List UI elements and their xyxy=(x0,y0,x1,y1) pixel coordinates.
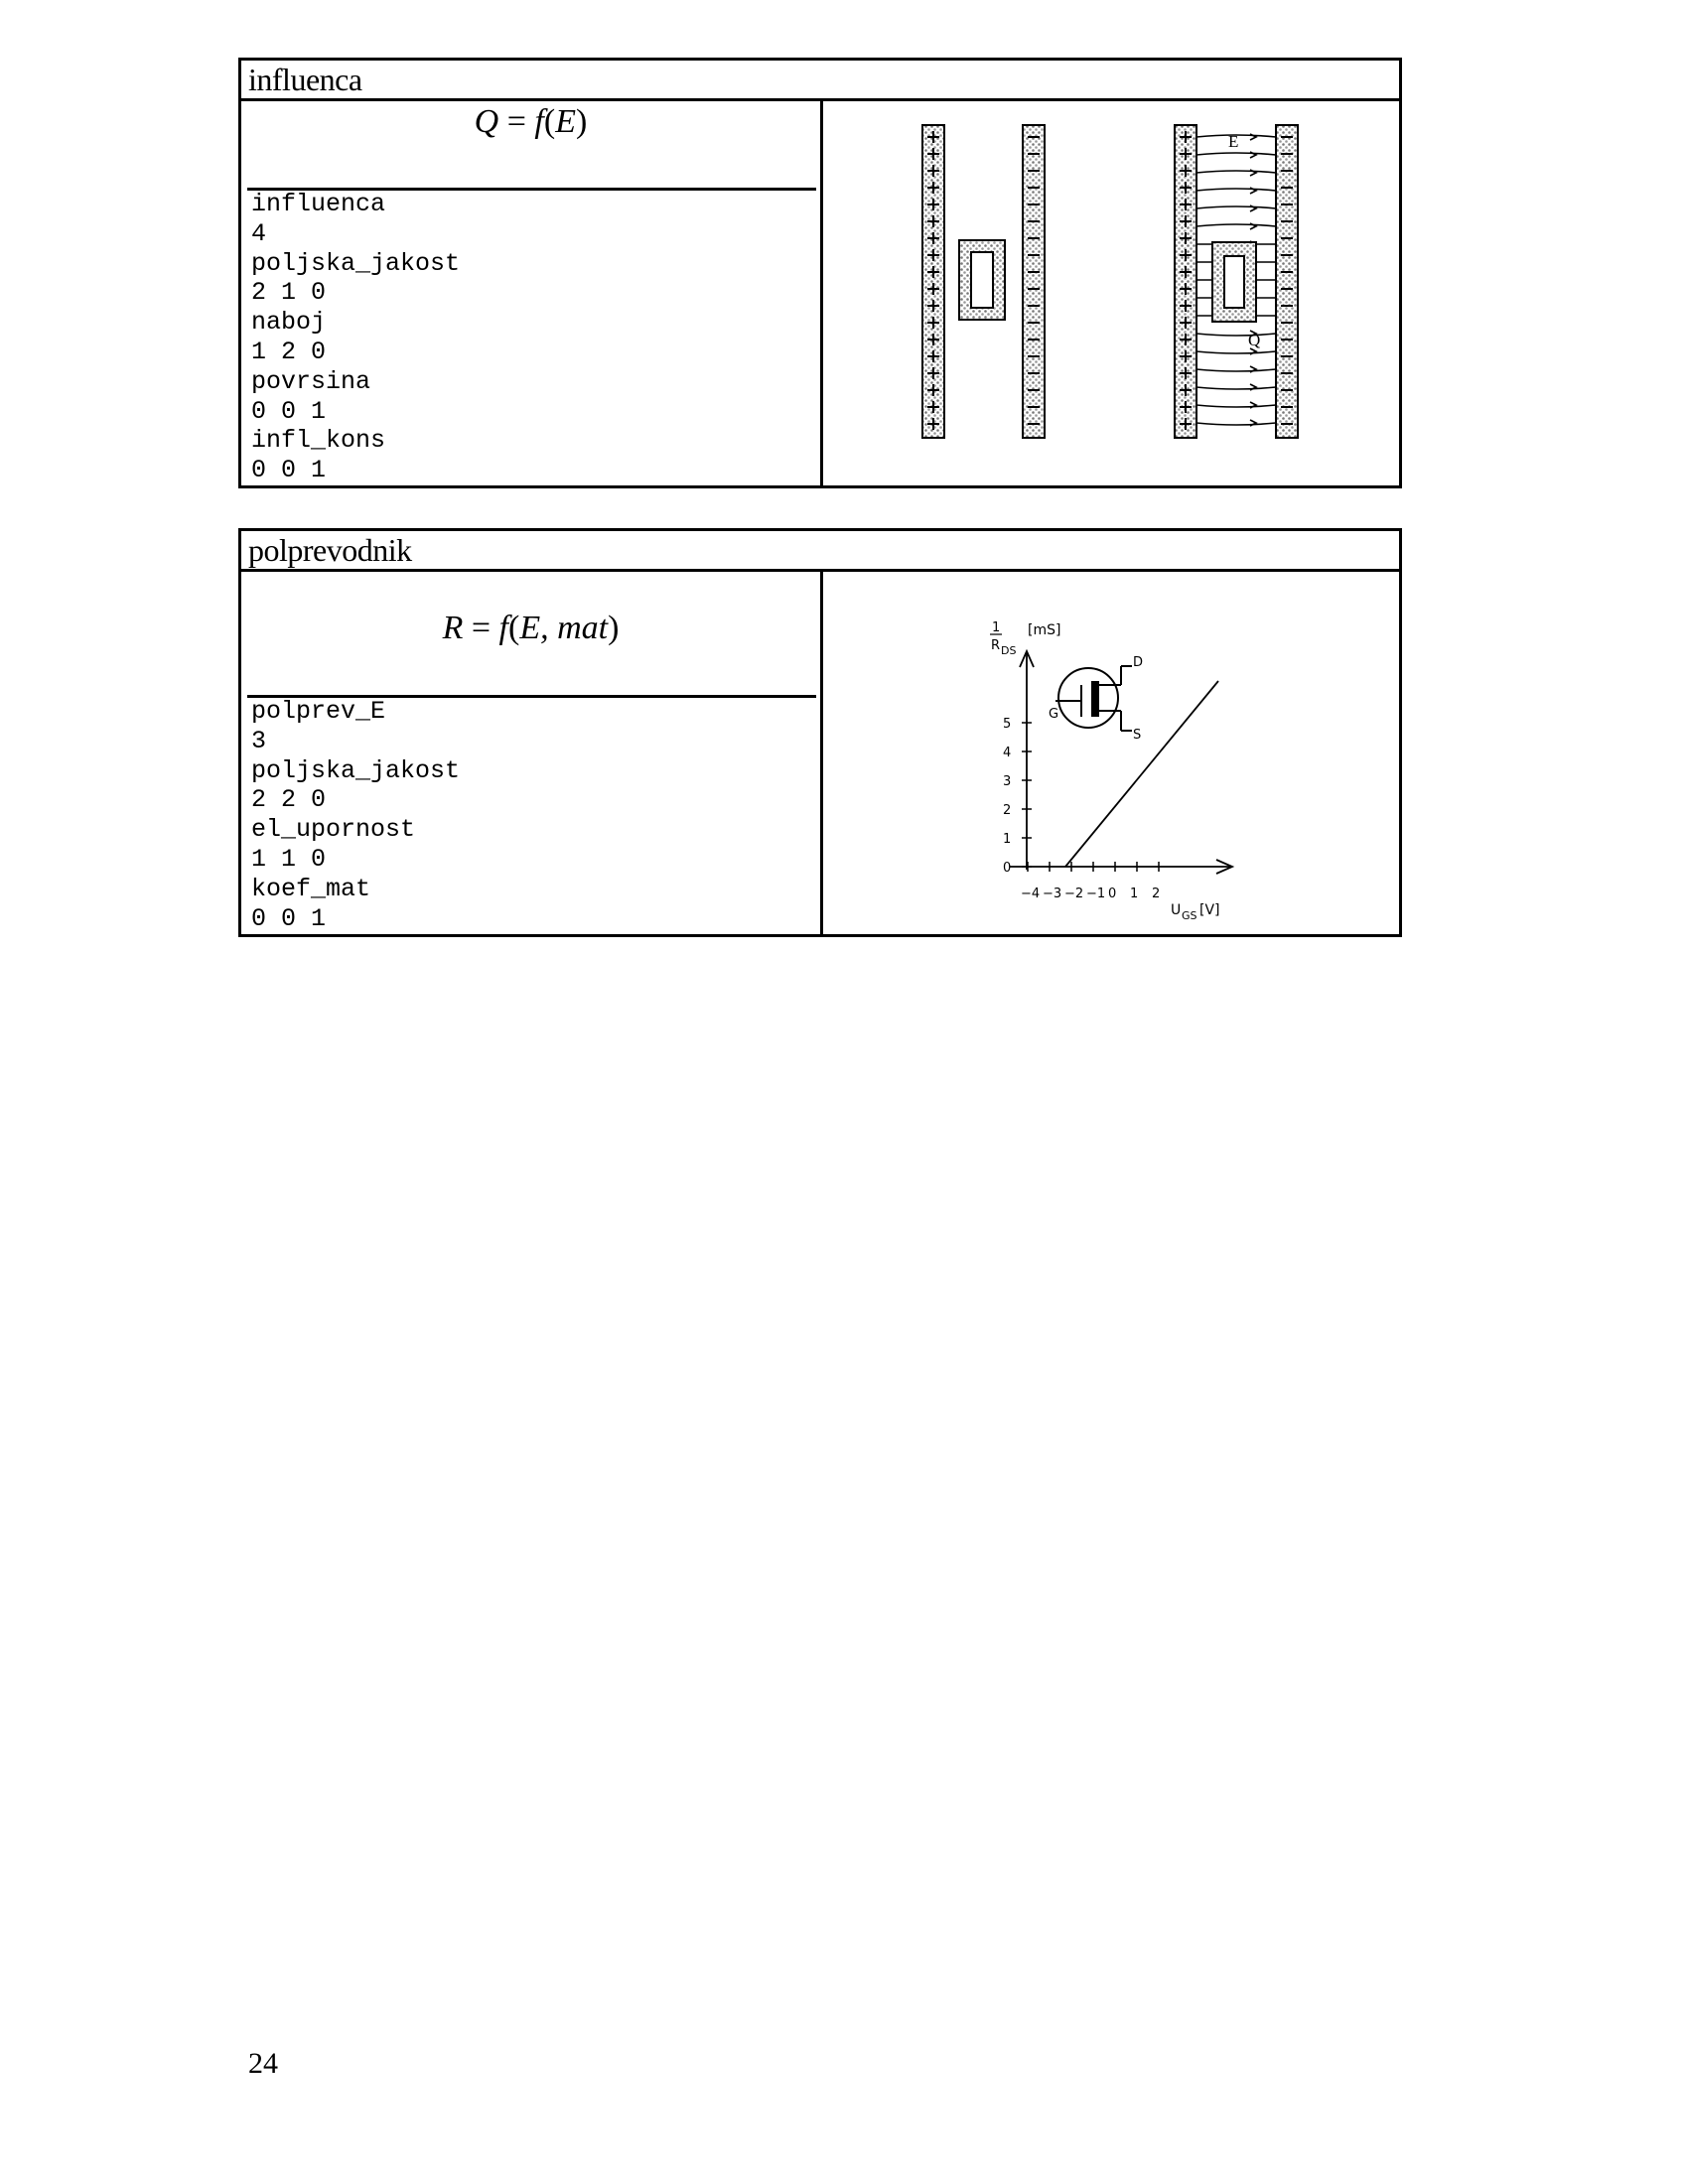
x-tick-label: 0 xyxy=(1108,887,1117,901)
y-tick-label: 3 xyxy=(1003,774,1012,789)
spec-line: poljska_jakost xyxy=(251,248,461,278)
field-line xyxy=(1196,405,1276,407)
field-line xyxy=(1196,369,1276,371)
field-line xyxy=(1196,224,1276,226)
spec-line: polprev_E xyxy=(251,697,386,726)
spec-line: infl_kons xyxy=(251,426,386,456)
entry-title: influenca xyxy=(241,61,1399,101)
page-number: 24 xyxy=(248,2047,278,2080)
x-tick-label: −2 xyxy=(1064,887,1084,901)
y-axis-label-subscript: DS xyxy=(1001,644,1017,657)
mosfet-envelope xyxy=(1058,668,1118,728)
spec-line: 2 2 0 xyxy=(251,785,327,815)
spec-line: naboj xyxy=(251,308,327,338)
field-line xyxy=(1196,334,1276,336)
x-tick-label: −1 xyxy=(1086,887,1106,901)
x-tick-label: −3 xyxy=(1043,887,1062,901)
fet-figure xyxy=(823,572,1399,937)
entry-definition xyxy=(241,572,823,934)
spec-line: el_upornost xyxy=(251,815,416,845)
spec-list xyxy=(251,697,460,933)
influence-figure xyxy=(823,101,1399,488)
spec-line: povrsina xyxy=(251,366,371,396)
x-tick-label: 1 xyxy=(1130,887,1139,901)
field-line xyxy=(1196,206,1276,208)
spec-line: 3 xyxy=(251,726,267,755)
charge-label: Q xyxy=(1248,331,1261,349)
entry-illustration xyxy=(823,572,1399,934)
drain-label: D xyxy=(1133,655,1144,670)
field-line xyxy=(1196,351,1276,353)
field-line xyxy=(1196,153,1276,155)
mosfet-symbol xyxy=(1049,655,1143,743)
field-line xyxy=(1196,423,1276,425)
entry-influenca xyxy=(238,58,1402,488)
y-tick-label: 1 xyxy=(1003,832,1012,847)
spec-line: 2 1 0 xyxy=(251,278,327,308)
spec-line: 4 xyxy=(251,218,267,248)
x-axis-label-subscript: GS xyxy=(1182,909,1197,922)
source-label: S xyxy=(1133,728,1142,743)
entry-title: polprevodnik xyxy=(241,531,1399,572)
x-axis-label: U xyxy=(1171,902,1182,918)
gate-label: G xyxy=(1049,707,1059,722)
formula: R = f(E, mat) xyxy=(442,610,620,646)
y-axis-label-denominator: R xyxy=(991,638,1001,653)
field-line xyxy=(1196,171,1276,173)
y-axis-label-numerator: 1 xyxy=(992,620,1001,635)
spec-line: 0 0 1 xyxy=(251,903,327,933)
spec-list xyxy=(251,190,460,485)
y-tick-label: 5 xyxy=(1003,717,1012,732)
formula: Q = f(E) xyxy=(474,103,588,140)
spec-line: influenca xyxy=(251,190,386,218)
y-axis-unit: [mS] xyxy=(1028,622,1061,638)
x-tick-label: −4 xyxy=(1021,887,1041,901)
x-ticks xyxy=(1021,862,1160,901)
entry-polprevodnik xyxy=(238,528,1402,937)
x-axis-unit: [V] xyxy=(1199,902,1220,918)
y-tick-label: 4 xyxy=(1003,746,1012,760)
x-tick-label: 2 xyxy=(1152,887,1161,901)
spec-line: 1 1 0 xyxy=(251,844,327,874)
spec-line: poljska_jakost xyxy=(251,755,461,785)
field-line xyxy=(1196,387,1276,389)
spec-line: 1 2 0 xyxy=(251,337,327,366)
field-line xyxy=(1196,189,1276,191)
induced-conductor-core xyxy=(1224,256,1244,308)
spec-line: 0 0 1 xyxy=(251,396,327,426)
spec-line: 0 0 1 xyxy=(251,456,327,485)
transfer-characteristic xyxy=(1065,681,1218,867)
spec-line: koef_mat xyxy=(251,874,371,903)
entry-illustration xyxy=(823,101,1399,485)
y-tick-label: 2 xyxy=(1003,803,1012,818)
entry-definition xyxy=(241,101,823,485)
field-label: E xyxy=(1228,132,1239,151)
y-tick-label: 0 xyxy=(1003,861,1012,876)
conductor-core xyxy=(971,252,993,308)
